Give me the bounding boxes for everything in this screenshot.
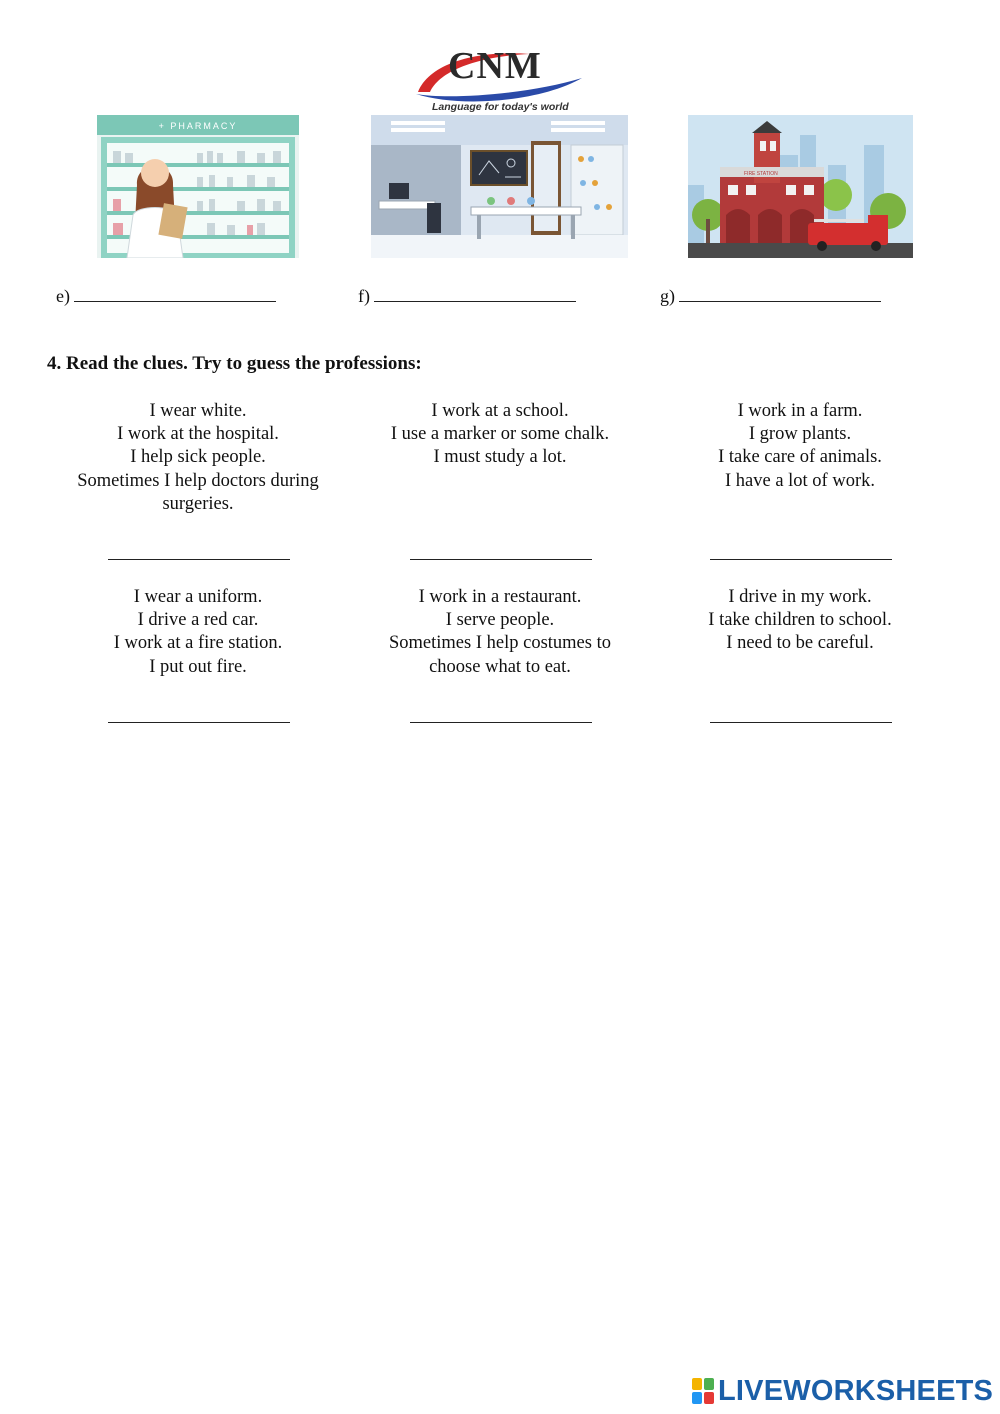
clue-line: surgeries. xyxy=(162,493,234,514)
clue-block-1 xyxy=(48,400,348,516)
clue-answer-blank-6[interactable] xyxy=(710,722,892,723)
clue-line: I drive a red car. xyxy=(137,610,259,631)
clue-line: I serve people. xyxy=(445,610,555,631)
clue-line: I use a marker or some chalk. xyxy=(390,424,610,445)
clue-line: Sometimes I help costumes to xyxy=(389,633,611,654)
liveworksheets-brand: LIVEWORKSHEETS xyxy=(718,1374,994,1407)
cnm-logo xyxy=(410,42,590,118)
answer-f-label: f) xyxy=(358,286,370,306)
fire-station-picture xyxy=(688,115,913,258)
clue-line: I wear white. xyxy=(149,401,247,421)
answer-e-blank[interactable] xyxy=(74,285,276,302)
liveworksheets-logo xyxy=(692,1374,993,1408)
clue-answer-blank-1[interactable] xyxy=(108,559,290,560)
clue-line: I take children to school. xyxy=(708,610,892,631)
clue-line: I put out fire. xyxy=(149,656,247,677)
clue-line: I work at a school. xyxy=(431,401,569,421)
pharmacy-sign: + PHARMACY xyxy=(158,121,238,131)
clue-block-5 xyxy=(350,586,650,679)
clue-line: I need to be careful. xyxy=(726,633,874,654)
fire-station-sign: FIRE STATION xyxy=(744,171,778,177)
logo-tagline: Language for today's world xyxy=(432,101,569,113)
clue-answer-blank-5[interactable] xyxy=(410,722,592,723)
clue-line: I work at a fire station. xyxy=(113,633,283,654)
answer-g-blank[interactable] xyxy=(679,285,881,302)
liveworksheets-icon xyxy=(692,1378,714,1404)
clue-answer-blank-2[interactable] xyxy=(410,559,592,560)
clue-block-2 xyxy=(350,400,650,470)
clue-line: I work at the hospital. xyxy=(117,424,279,445)
logo-text: CNM xyxy=(448,45,542,87)
clue-line: I work in a restaurant. xyxy=(418,587,582,607)
answer-e-label: e) xyxy=(56,286,70,306)
clue-answer-blank-4[interactable] xyxy=(108,722,290,723)
clue-line: I must study a lot. xyxy=(433,447,567,468)
clue-line: Sometimes I help doctors during xyxy=(77,470,319,491)
clue-line: choose what to eat. xyxy=(429,656,571,677)
pharmacy-picture xyxy=(97,115,299,258)
clue-line: I have a lot of work. xyxy=(724,470,875,491)
clue-line: I work in a farm. xyxy=(737,401,863,421)
clue-block-6 xyxy=(650,586,950,656)
clue-line: I grow plants. xyxy=(748,424,852,445)
section-heading: 4. Read the clues. Try to guess the professions: xyxy=(47,353,422,374)
clue-line: I take care of animals. xyxy=(718,447,882,468)
answer-f xyxy=(358,285,576,307)
clue-line: I help sick people. xyxy=(130,447,266,468)
clue-line: I drive in my work. xyxy=(728,587,872,607)
clue-line: I wear a uniform. xyxy=(133,587,263,607)
clue-block-4 xyxy=(48,586,348,679)
answer-f-blank[interactable] xyxy=(374,285,576,302)
clue-answer-blank-3[interactable] xyxy=(710,559,892,560)
clue-block-3 xyxy=(650,400,950,493)
laboratory-picture xyxy=(371,115,628,258)
answer-e xyxy=(56,285,276,307)
answer-g xyxy=(660,285,881,307)
answer-g-label: g) xyxy=(660,286,675,306)
